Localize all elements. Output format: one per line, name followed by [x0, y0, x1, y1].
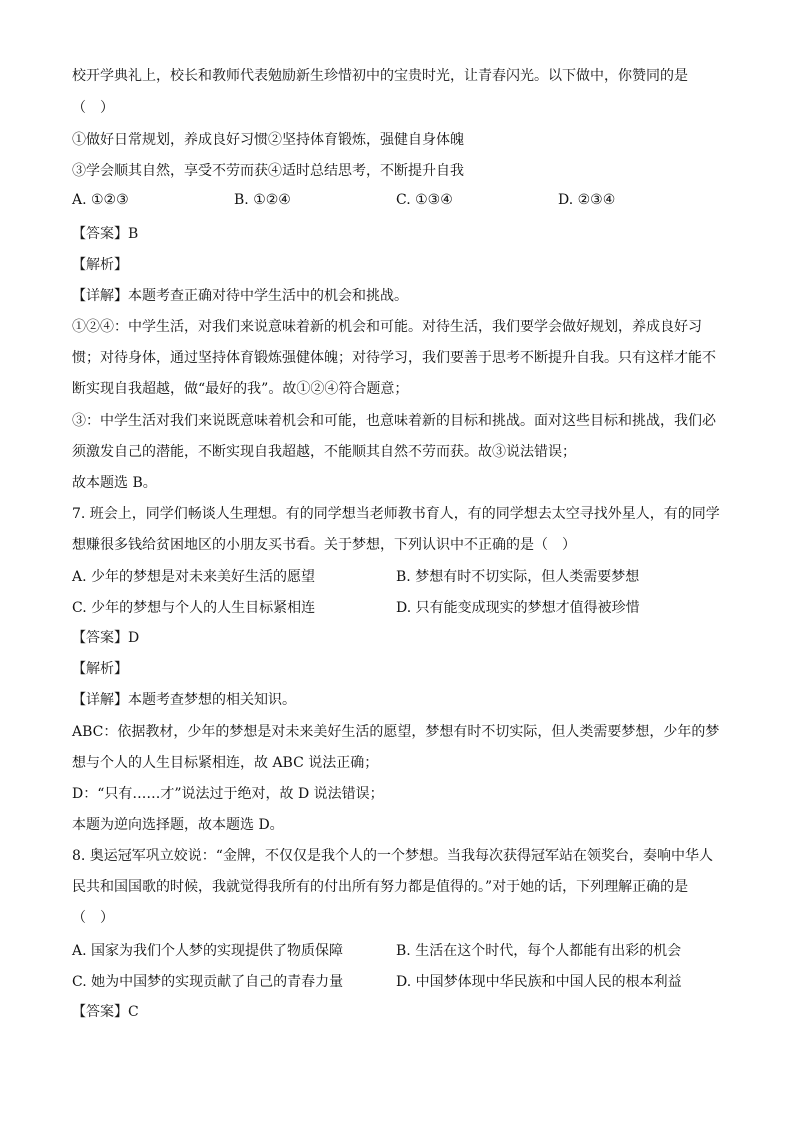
q6-option-a: A. ①②③ [72, 192, 129, 208]
q7-explain-line: D：“只有……才”说法过于绝对，故 D 说法错误； [72, 786, 384, 802]
q6-explain-line: 断实现自我超越，做“最好的我”。故①②④符合题意； [72, 381, 409, 397]
q6-explain-line: ③：中学生活对我们来说既意味着机会和可能，也意味着新的目标和挑战。面对这些目标和挑战，我们必 [72, 413, 716, 429]
q7-explain-line: 想与个人的人生目标紧相连，故 ABC 说法正确； [72, 755, 379, 771]
q7-options-row1 [72, 566, 732, 586]
q7-option-c: C. 少年的梦想与个人的人生目标紧相连 [72, 600, 316, 616]
q8-stem-line1: 8. 奥运冠军巩立姣说：“金牌，不仅仅是我个人的一个梦想。当我每次获得冠军站在领奖台，奏响中华人 [72, 848, 713, 864]
q7-option-d: D. 只有能变成现实的梦想才值得被珍惜 [396, 600, 640, 616]
q6-stem-line1: 校开学典礼上，校长和教师代表勉励新生珍惜初中的宝贵时光，让青春闪光。以下做中，你赞同的是 [72, 68, 688, 84]
q8-options-row2 [72, 971, 732, 991]
q7-option-a: A. 少年的梦想是对未来美好生活的愿望 [72, 569, 316, 585]
q6-option-c: C. ①③④ [396, 192, 453, 208]
q8-options-row1 [72, 940, 732, 960]
q6-option-b: B. ①②④ [234, 192, 291, 208]
q7-stem-line2: 想赚很多钱给贫困地区的小朋友买书看。关于梦想，下列认识中不正确的是（ ） [72, 537, 576, 553]
q7-analysis-tag: 【解析】 [72, 661, 128, 677]
q7-explain-line: ABC：依据教材，少年的梦想是对未来美好生活的愿望，梦想有时不切实际，但人类需要梦想，少年的梦 [72, 724, 720, 740]
q7-stem-line1: 7. 班会上，同学们畅谈人生理想。有的同学想当老师教书育人，有的同学想去太空寻找外星人，有的同学 [72, 506, 720, 522]
q6-explain-line: 故本题选 B。 [72, 475, 157, 491]
q6-explain-line: 【详解】本题考查正确对待中学生活中的机会和挑战。 [72, 288, 408, 304]
q7-options-row2 [72, 597, 732, 617]
q7-option-b: B. 梦想有时不切实际，但人类需要梦想 [396, 569, 640, 585]
q8-option-d: D. 中国梦体现中华民族和中国人民的根本利益 [396, 974, 682, 990]
q6-statement-line2: ③学会顺其自然，享受不劳而获④适时总结思考，不断提升自我 [72, 163, 464, 179]
q8-answer: 【答案】C [72, 1004, 139, 1020]
q6-answer: 【答案】B [72, 226, 139, 242]
q6-stem-line2: （ ） [72, 100, 114, 116]
q7-explain-line: 【详解】本题考查梦想的相关知识。 [72, 692, 296, 708]
q8-stem-line2: 民共和国国歌的时候，我就觉得我所有的付出所有努力都是值得的。”对于她的话，下列理解正确的是 [72, 879, 689, 895]
q7-answer: 【答案】D [72, 630, 140, 646]
q7-explain-line: 本题为逆向选择题，故本题选 D。 [72, 817, 284, 833]
q6-explain-line: 须激发自己的潜能，不断实现自我超越，不能顺其自然不劳而获。故③说法错误； [72, 444, 576, 460]
q8-option-c: C. 她为中国梦的实现贡献了自己的青春力量 [72, 974, 344, 990]
q8-stem-line3: （ ） [72, 910, 114, 926]
q8-option-b: B. 生活在这个时代，每个人都能有出彩的机会 [396, 943, 682, 959]
q6-options [72, 192, 732, 212]
q6-explain-line: ①②④：中学生活，对我们来说意味着新的机会和可能。对待生活，我们要学会做好规划，养成良好习 [72, 319, 702, 335]
q6-analysis-tag: 【解析】 [72, 257, 128, 273]
q8-option-a: A. 国家为我们个人梦的实现提供了物质保障 [72, 943, 344, 959]
q6-statement-line1: ①做好日常规划，养成良好习惯②坚持体育锻炼，强健自身体魄 [72, 132, 464, 148]
q6-option-d: D. ②③④ [558, 192, 616, 208]
q6-explain-line: 惯；对待身体，通过坚持体育锻炼强健体魄；对待学习，我们要善于思考不断提升自我。只有这样才能不 [72, 350, 716, 366]
